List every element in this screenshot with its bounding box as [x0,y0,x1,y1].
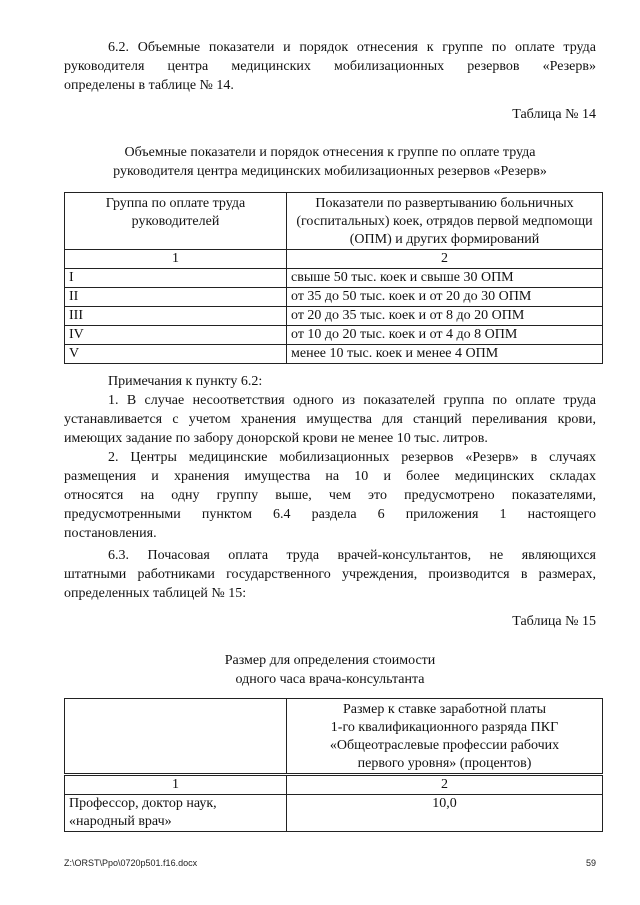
paragraph-line: 1. В случае несоответствия одного из показателей группа по оплате труда [108,393,596,408]
table-14-title-line: Объемные показатели и порядок отнесения к группе по оплате труда [124,145,536,160]
header-line: «Общеотраслевые профессии рабочих [329,738,560,753]
paragraph-line: размещения и хранения имущества на 10 и более медицинских складах [64,469,596,484]
section-6-2-paragraph [64,38,596,95]
notes-heading-paragraph [64,372,596,391]
table-15-title-line: одного часа врача-консультанта [235,672,425,687]
group-cell: V [65,345,287,364]
indicator-cell: свыше 50 тыс. коек и свыше 30 ОПМ [287,269,603,288]
paragraph-line: постановления. [64,526,157,541]
paragraph-line: 2. Центры медицинские мобилизационных резервов «Резерв» в случаях [108,450,596,465]
indicator-cell: менее 10 тыс. коек и менее 4 ОПМ [287,345,603,364]
paragraph-line: определенных таблицей № 15: [64,586,247,601]
group-cell: I [65,269,287,288]
paragraph-line: 6.2. Объемные показатели и порядок отнесения к группе по оплате труда [108,40,596,55]
table-14-caption: Таблица № 14 [512,107,596,122]
table-number-row [65,775,603,795]
footer-page-number: 59 [585,858,596,868]
position-line: Профессор, доктор наук, [69,796,217,811]
section-6-3-paragraph [64,546,596,603]
table-row [65,307,603,326]
indicator-cell: от 10 до 20 тыс. коек и от 4 до 8 ОПМ [287,326,603,345]
paragraph-line: устанавливается с учетом хранения имущества для станций переливания крови, [64,412,596,427]
note-2-paragraph [64,448,596,543]
header-line: 1-го квалификационного разряда ПКГ [330,720,559,735]
position-cell [65,795,287,832]
paragraph-line: штатными работниками государственного учреждения, производится в размерах, [64,567,596,582]
table-row [65,288,603,307]
column-number-cell: 2 [287,250,603,269]
paragraph-line: определены в таблице № 14. [64,78,234,93]
indicator-cell: от 35 до 50 тыс. коек и от 20 до 30 ОПМ [287,288,603,307]
notes-heading: Примечания к пункту 6.2: [108,374,263,389]
table-14-title [64,143,596,181]
header-cell-group: Группа по оплате труда руководителей [65,193,287,250]
note-1-paragraph [64,391,596,448]
paragraph-line: руководителя центра медицинских мобилизационных резервов «Резерв» [64,59,596,74]
paragraph-line: относятся на одну группу выше, чем это предусмотрено показателями, [64,488,596,503]
group-cell: IV [65,326,287,345]
table-header-row [65,699,603,775]
table-row [65,269,603,288]
table-row [65,326,603,345]
table-15-title-line: Размер для определения стоимости [224,653,436,668]
table-15-title [64,651,596,689]
group-cell: III [65,307,287,326]
table-15 [64,698,603,832]
column-number-cell: 1 [65,775,287,795]
rate-cell: 10,0 [287,795,603,832]
header-cell-empty [65,699,287,775]
table-14 [64,192,603,364]
table-number-row [65,250,603,269]
header-cell-indicators: Показатели по развертыванию больничных (госпитальных) коек, отрядов первой медпомощи (ОПМ) и других формирований [287,193,603,250]
paragraph-line: предусмотренными пунктом 6.4 раздела 6 приложения 1 настоящего [64,507,596,522]
table-14-title-line: руководителя центра медицинских мобилизационных резервов «Резерв» [113,164,547,179]
header-cell-rate [287,699,603,775]
position-line: «народный врач» [69,814,172,829]
paragraph-line: имеющих задание по забору донорской крови не менее 10 тыс. литров. [64,431,488,446]
header-line: Размер к ставке заработной платы [342,702,547,717]
paragraph-line: 6.3. Почасовая оплата труда врачей-консультантов, не являющихся [108,548,596,563]
group-cell: II [65,288,287,307]
table-header-row [65,193,603,250]
table-row [65,345,603,364]
header-line: первого уровня» (процентов) [357,756,532,771]
column-number-cell: 1 [65,250,287,269]
table-15-caption: Таблица № 15 [512,614,596,629]
indicator-cell: от 20 до 35 тыс. коек и от 8 до 20 ОПМ [287,307,603,326]
table-row [65,795,603,832]
column-number-cell: 2 [287,775,603,795]
footer-file-path: Z:\ORST\Ppo\0720p501.f16.docx [64,858,198,868]
